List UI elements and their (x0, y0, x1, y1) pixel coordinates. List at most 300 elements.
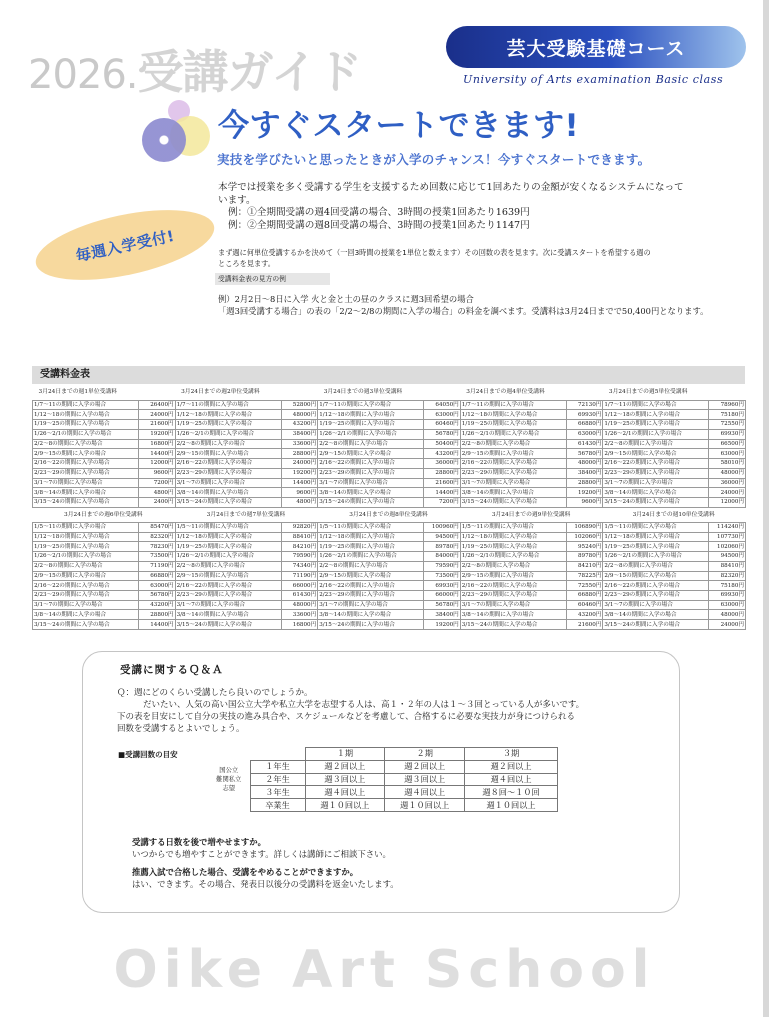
guide-cell: 週２回以上 (305, 760, 385, 773)
badge-text: 毎週入学受付! (74, 226, 177, 265)
fee-period-label: 2/9～15の期間に入学の場合 (175, 449, 281, 459)
fee-price: 89780円 (424, 542, 461, 552)
grade-cell: １年生 (250, 760, 305, 773)
fee-period-label: 1/12～18の期間に入学の場合 (175, 532, 281, 542)
fee-price: 63000円 (139, 581, 176, 591)
fee-period-label: 2/16～22の期間に入学の場合 (603, 581, 709, 591)
fee-price: 66000円 (281, 581, 318, 591)
period-header: ３期 (465, 748, 558, 761)
fee-period-label: 1/12～18の期間に入学の場合 (33, 410, 139, 420)
fee-price: 38400円 (281, 429, 318, 439)
fee-period-label: 2/23～29の期間に入学の場合 (33, 591, 139, 601)
fee-period-label: 2/2～8の期間に入学の場合 (460, 439, 566, 449)
fee-row (33, 552, 746, 562)
fee-column-title: 3月24日までの週7単位受講料 (206, 511, 286, 518)
fee-price: 92820円 (281, 522, 318, 532)
fee-price: 88410円 (281, 532, 318, 542)
fee-period-label: 3/8～14の期間に入学の場合 (460, 610, 566, 620)
fee-price: 72550円 (709, 420, 746, 430)
fee-period-label: 3/1～7の期間に入学の場合 (318, 478, 424, 488)
fee-row (33, 488, 746, 498)
fee-price: 100960円 (424, 522, 461, 532)
fee-period-label: 1/7～11の期間に入学の場合 (175, 400, 281, 410)
fee-period-label: 3/15～24の期間に入学の場合 (460, 620, 566, 630)
fee-period-label: 3/1～7の期間に入学の場合 (33, 478, 139, 488)
fee-period-label: 3/15～24の期間に入学の場合 (603, 497, 709, 507)
fee-period-label: 3/1～7の期間に入学の場合 (603, 478, 709, 488)
fee-price: 89780円 (566, 552, 603, 562)
fee-row (33, 429, 746, 439)
fee-period-label: 2/16～22の期間に入学の場合 (175, 459, 281, 469)
fee-row (33, 410, 746, 420)
answer-line: だいたい、人気の高い国公立大学や私立大学を志望する人は、高１・２年の人は１～３回とっている人が多いです。 (143, 700, 585, 710)
fee-price: 43200円 (139, 600, 176, 610)
fee-price: 50400円 (424, 439, 461, 449)
fee-price: 36000円 (709, 478, 746, 488)
fee-period-label: 2/2～8の期間に入学の場合 (603, 561, 709, 571)
fee-column-title: 3月24日までの週4単位受講料 (466, 389, 545, 396)
fee-price: 9600円 (139, 468, 176, 478)
fee-column-title: 3月24日までの週9単位受講料 (491, 511, 571, 518)
fee-period-label: 1/26～2/1の期間に入学の場合 (460, 552, 566, 562)
fee-period-label: 3/15～24の期間に入学の場合 (175, 620, 281, 630)
fee-period-label: 2/23～29の期間に入学の場合 (603, 591, 709, 601)
guide-cell: 週１０回以上 (385, 799, 465, 812)
grade-cell: ３年生 (250, 786, 305, 799)
fee-price: 19200円 (566, 488, 603, 498)
fee-price: 63000円 (566, 429, 603, 439)
fee-price: 107730円 (709, 532, 746, 542)
fee-period-label: 2/23～29の期間に入学の場合 (460, 468, 566, 478)
fee-price: 52800円 (281, 400, 318, 410)
fee-period-label: 3/1～7の期間に入学の場合 (460, 600, 566, 610)
fee-price: 56780円 (566, 449, 603, 459)
fee-period-label: 2/16～22の期間に入学の場合 (603, 459, 709, 469)
fee-price: 60460円 (424, 420, 461, 430)
faq-answer: はい、できます。その場合、発表日以後分の受講料を返金いたします。 (132, 879, 399, 889)
fee-price: 26400円 (139, 400, 176, 410)
guide-row (208, 760, 558, 773)
fee-price: 78960円 (709, 400, 746, 410)
fee-price: 56780円 (424, 600, 461, 610)
fee-period-label: 2/9～15の期間に入学の場合 (318, 571, 424, 581)
fee-period-label: 1/19～25の期間に入学の場合 (175, 542, 281, 552)
fee-period-label: 2/2～8の期間に入学の場合 (318, 439, 424, 449)
fee-price: 74340円 (281, 561, 318, 571)
fee-period-label: 1/7～11の期間に入学の場合 (318, 400, 424, 410)
fee-price: 94500円 (424, 532, 461, 542)
fee-price: 102060円 (566, 532, 603, 542)
fee-period-label: 2/9～15の期間に入学の場合 (318, 449, 424, 459)
fee-period-label: 1/7～11の期間に入学の場合 (460, 400, 566, 410)
fee-example (218, 294, 738, 317)
fee-price: 66000円 (424, 591, 461, 601)
faq-answer: いつからでも増やすことができます。詳しくは講師にご相談下さい。 (132, 849, 391, 859)
fee-price: 9600円 (566, 497, 603, 507)
fee-period-label: 3/8～14の期間に入学の場合 (603, 488, 709, 498)
fee-period-label: 2/23～29の期間に入学の場合 (460, 591, 566, 601)
fee-price: 43200円 (566, 610, 603, 620)
fee-period-label: 1/12～18の期間に入学の場合 (33, 532, 139, 542)
fee-price: 7200円 (424, 497, 461, 507)
fee-period-label: 2/16～22の期間に入学の場合 (33, 459, 139, 469)
fee-period-label: 1/19～25の期間に入学の場合 (175, 420, 281, 430)
attendance-guide-table (208, 747, 558, 812)
fee-row (33, 571, 746, 581)
fee-price: 12000円 (139, 459, 176, 469)
guide-cell: 週４回以上 (465, 773, 558, 786)
fee-price: 61430円 (281, 591, 318, 601)
answer-line: 回数を受講するとよいでしょう。 (117, 724, 245, 734)
guide-cell: 週１０回以上 (465, 799, 558, 812)
fee-price: 24000円 (281, 459, 318, 469)
guide-cell: 週４回以上 (385, 786, 465, 799)
fee-table (32, 385, 746, 630)
fee-price: 48000円 (281, 600, 318, 610)
weekly-enrollment-badge (30, 197, 220, 294)
fee-price: 43200円 (424, 449, 461, 459)
fee-price: 73500円 (424, 571, 461, 581)
fee-price: 38400円 (566, 468, 603, 478)
fee-period-label: 2/23～29の期間に入学の場合 (33, 468, 139, 478)
fee-price: 71190円 (281, 571, 318, 581)
fee-price: 63000円 (424, 410, 461, 420)
fee-period-label: 1/19～25の期間に入学の場合 (603, 420, 709, 430)
fee-price: 82320円 (139, 532, 176, 542)
fee-block-header (33, 385, 746, 400)
fee-price: 24000円 (709, 488, 746, 498)
fee-price: 28800円 (424, 468, 461, 478)
intro-line: います。 (218, 194, 256, 206)
fee-column-title: 3月24日までの週2単位受講料 (181, 389, 260, 396)
fee-table-header: 受講料金表 (32, 366, 745, 384)
fee-price: 75180円 (709, 410, 746, 420)
fee-price: 28800円 (139, 610, 176, 620)
fee-period-label: 3/15～24の期間に入学の場合 (33, 497, 139, 507)
guide-row (208, 773, 558, 786)
fee-period-label: 2/9～15の期間に入学の場合 (33, 449, 139, 459)
fee-period-label: 1/26～2/1の期間に入学の場合 (175, 429, 281, 439)
example-line: 「週3回受講する場合」の表の「2/2～2/8の期間に入学の場合」の料金を調べます。受講料は3月24日までで50,400円となります。 (218, 305, 709, 316)
fee-period-label: 2/9～15の期間に入学の場合 (603, 449, 709, 459)
fee-row (33, 478, 746, 488)
fee-row (33, 497, 746, 507)
fee-price: 63000円 (709, 600, 746, 610)
fee-column-title: 3月24日までの週8単位受講料 (349, 511, 428, 518)
fee-row (33, 581, 746, 591)
fee-column-title: 3月24日までの週5単位受講料 (608, 389, 688, 396)
grade-cell: 卒業生 (250, 799, 305, 812)
faq-question: 推薦入試で合格した場合、受講をやめることができますか。 (132, 867, 359, 877)
fee-price: 4800円 (139, 488, 176, 498)
fee-price: 28800円 (566, 478, 603, 488)
fee-row (33, 591, 746, 601)
fee-period-label: 3/8～14の期間に入学の場合 (33, 610, 139, 620)
fee-price: 36000円 (424, 459, 461, 469)
fee-period-label: 1/26～2/1の期間に入学の場合 (33, 429, 139, 439)
fee-period-label: 1/19～25の期間に入学の場合 (318, 420, 424, 430)
fee-price: 79590円 (281, 552, 318, 562)
fee-period-label: 2/2～8の期間に入学の場合 (460, 561, 566, 571)
guide-cell: 週２回以上 (465, 760, 558, 773)
fee-period-label: 1/5～11の期間に入学の場合 (318, 522, 424, 532)
fee-period-label: 1/26～2/1の期間に入学の場合 (603, 552, 709, 562)
fee-row (33, 400, 746, 410)
fee-period-label: 3/8～14の期間に入学の場合 (33, 488, 139, 498)
fee-price: 69930円 (709, 591, 746, 601)
fee-period-label: 3/15～24の期間に入学の場合 (33, 620, 139, 630)
decor-flower-icon (142, 118, 186, 162)
fee-price: 64050円 (424, 400, 461, 410)
fee-price: 14400円 (424, 488, 461, 498)
fee-price: 19200円 (424, 620, 461, 630)
fee-price: 16800円 (281, 620, 318, 630)
guide-cell: 週３回以上 (305, 773, 385, 786)
note-line: ところを見ます。 (218, 258, 275, 268)
fee-period-label: 2/9～15の期間に入学の場合 (603, 571, 709, 581)
page-title (28, 36, 361, 102)
intro-text (218, 182, 728, 232)
fee-period-label: 1/26～2/1の期間に入学の場合 (318, 552, 424, 562)
fee-period-label: 2/2～8の期間に入学の場合 (175, 561, 281, 571)
fee-price: 69930円 (709, 429, 746, 439)
fee-price: 69930円 (424, 581, 461, 591)
instruction-note (218, 248, 708, 269)
fee-period-label: 2/23～29の期間に入学の場合 (603, 468, 709, 478)
guide-cell: 週３回以上 (385, 773, 465, 786)
fee-price: 43200円 (281, 420, 318, 430)
intro-line: 本学では授業を多く受講する学生を支援するため回数に応じて1回あたりの金額が安くなるシステムになって (218, 182, 684, 193)
period-header: ２期 (385, 748, 465, 761)
fee-period-label: 3/8～14の期間に入学の場合 (318, 488, 424, 498)
fee-price: 21600円 (424, 478, 461, 488)
fee-price: 66880円 (566, 420, 603, 430)
fee-price: 2400円 (139, 497, 176, 507)
fee-price: 56780円 (139, 591, 176, 601)
course-english-subtitle: University of Arts examination Basic class (463, 73, 724, 86)
fee-price: 24000円 (139, 410, 176, 420)
fee-row (33, 439, 746, 449)
fee-price: 106890円 (566, 522, 603, 532)
example-line: 例）2月2日～8日に入学 火と金と土の昼のクラスに週3回希望の場合 (218, 294, 474, 304)
fee-price: 82320円 (709, 571, 746, 581)
fee-period-label: 1/26～2/1の期間に入学の場合 (460, 429, 566, 439)
fee-period-label: 2/2～8の期間に入学の場合 (175, 439, 281, 449)
howto-label: 受講料金表の見方の例 (215, 273, 330, 285)
fee-row (33, 561, 746, 571)
fee-price: 7200円 (139, 478, 176, 488)
fee-period-label: 1/26～2/1の期間に入学の場合 (175, 552, 281, 562)
fee-period-label: 3/8～14の期間に入学の場合 (175, 610, 281, 620)
fee-price: 56780円 (424, 429, 461, 439)
qa-question-1 (117, 687, 657, 735)
fee-period-label: 3/1～7の期間に入学の場合 (33, 600, 139, 610)
fee-period-label: 1/26～2/1の期間に入学の場合 (33, 552, 139, 562)
title-text: 受講ガイド (137, 45, 362, 99)
fee-period-label: 3/8～14の期間に入学の場合 (460, 488, 566, 498)
fee-period-label: 3/1～7の期間に入学の場合 (175, 478, 281, 488)
fee-price: 84210円 (281, 542, 318, 552)
target-label: 国公立 難関私立 志望 (216, 766, 242, 792)
fee-price: 14400円 (281, 478, 318, 488)
fee-period-label: 2/9～15の期間に入学の場合 (460, 571, 566, 581)
fee-period-label: 3/8～14の期間に入学の場合 (603, 610, 709, 620)
fee-period-label: 1/5～11の期間に入学の場合 (33, 522, 139, 532)
fee-period-label: 1/19～25の期間に入学の場合 (33, 542, 139, 552)
fee-period-label: 1/12～18の期間に入学の場合 (318, 532, 424, 542)
fee-period-label: 1/12～18の期間に入学の場合 (603, 410, 709, 420)
fee-period-label: 3/15～24の期間に入学の場合 (175, 497, 281, 507)
hero-subheadline: 実技を学びたいと思ったときが入学のチャンス！今すぐスタートできます。 (217, 152, 651, 167)
fee-period-label: 2/16～22の期間に入学の場合 (460, 581, 566, 591)
fee-price: 66500円 (709, 439, 746, 449)
fee-block-header (33, 507, 746, 522)
fee-period-label: 2/16～22の期間に入学の場合 (175, 581, 281, 591)
fee-price: 72550円 (566, 581, 603, 591)
fee-period-label: 1/26～2/1の期間に入学の場合 (603, 429, 709, 439)
fee-price: 94500円 (709, 552, 746, 562)
fee-row (33, 542, 746, 552)
fee-period-label: 1/12～18の期間に入学の場合 (460, 532, 566, 542)
fee-price: 60460円 (566, 600, 603, 610)
fee-price: 85470円 (139, 522, 176, 532)
intro-example: 例：①全期間受講の週4回受講の場合、3時間の授業1回あたり1639円 (228, 207, 530, 218)
fee-period-label: 3/15～24の期間に入学の場合 (318, 620, 424, 630)
fee-row (33, 600, 746, 610)
fee-period-label: 1/7～11の期間に入学の場合 (603, 400, 709, 410)
fee-price: 9600円 (281, 488, 318, 498)
qa-title: 受講に関するＱ＆Ａ (120, 664, 224, 676)
course-name-pill: 芸大受験基礎コース (446, 26, 746, 68)
fee-price: 58010円 (709, 459, 746, 469)
fee-column-title: 3月24日までの週3単位受講料 (323, 389, 403, 396)
fee-period-label: 2/16～22の期間に入学の場合 (460, 459, 566, 469)
fee-period-label: 2/2～8の期間に入学の場合 (318, 561, 424, 571)
fee-period-label: 3/15～24の期間に入学の場合 (460, 497, 566, 507)
fee-period-label: 1/19～25の期間に入学の場合 (460, 542, 566, 552)
fee-price: 61430円 (566, 439, 603, 449)
page-edge (763, 0, 769, 1017)
fee-period-label: 2/9～15の期間に入学の場合 (33, 571, 139, 581)
fee-period-label: 2/16～22の期間に入学の場合 (33, 581, 139, 591)
guide-cell: 週１０回以上 (305, 799, 385, 812)
fee-price: 19200円 (139, 429, 176, 439)
fee-price: 88410円 (709, 561, 746, 571)
fee-price: 66880円 (139, 571, 176, 581)
answer-line: 下の表を目安にして自分の実技の進み具合や、スケジュールなどを考慮して、合格するに必要な実技力が身につけられる (117, 712, 575, 722)
fee-period-label: 3/8～14の期間に入学の場合 (318, 610, 424, 620)
fee-period-label: 3/15～24の期間に入学の場合 (318, 497, 424, 507)
fee-price: 48000円 (709, 610, 746, 620)
guide-row (208, 799, 558, 812)
fee-column-title: 3月24日までの週1単位受講料 (38, 389, 118, 396)
fee-period-label: 2/9～15の期間に入学の場合 (460, 449, 566, 459)
fee-price: 48000円 (709, 468, 746, 478)
fee-column-title: 3月24日までの週10単位受講料 (632, 511, 715, 518)
fee-period-label: 1/5～11の期間に入学の場合 (460, 522, 566, 532)
fee-period-label: 1/19～25の期間に入学の場合 (460, 420, 566, 430)
fee-price: 14400円 (139, 449, 176, 459)
fee-price: 28800円 (281, 449, 318, 459)
fee-period-label: 2/23～29の期間に入学の場合 (175, 468, 281, 478)
fee-row (33, 610, 746, 620)
fee-price: 102060円 (709, 542, 746, 552)
guide-row (208, 786, 558, 799)
fee-period-label: 1/5～11の期間に入学の場合 (603, 522, 709, 532)
fee-period-label: 3/15～24の期間に入学の場合 (603, 620, 709, 630)
fee-row (33, 468, 746, 478)
guide-cell: 週４回以上 (305, 786, 385, 799)
fee-row (33, 532, 746, 542)
fee-price: 16800円 (139, 439, 176, 449)
fee-price: 75180円 (709, 581, 746, 591)
fee-price: 95240円 (566, 542, 603, 552)
fee-period-label: 3/1～7の期間に入学の場合 (460, 478, 566, 488)
fee-price: 78225円 (566, 571, 603, 581)
question-text: Ｑ：週にどのくらい受講したら良いのでしょうか。 (117, 688, 313, 698)
fee-period-label: 2/23～29の期間に入学の場合 (318, 468, 424, 478)
fee-period-label: 1/12～18の期間に入学の場合 (460, 410, 566, 420)
fee-period-label: 1/5～11の期間に入学の場合 (175, 522, 281, 532)
fee-row (33, 459, 746, 469)
title-year: 2026. (28, 52, 138, 98)
fee-period-label: 1/7～11の期間に入学の場合 (33, 400, 139, 410)
fee-period-label: 1/12～18の期間に入学の場合 (175, 410, 281, 420)
fee-period-label: 3/1～7の期間に入学の場合 (175, 600, 281, 610)
fee-period-label: 1/19～25の期間に入学の場合 (33, 420, 139, 430)
fee-row (33, 522, 746, 532)
fee-column-title: 3月24日までの週6単位受講料 (64, 511, 143, 518)
fee-row (33, 449, 746, 459)
fee-period-label: 3/1～7の期間に入学の場合 (318, 600, 424, 610)
fee-row (33, 420, 746, 430)
fee-price: 12000円 (709, 497, 746, 507)
fee-price: 79590円 (424, 561, 461, 571)
fee-row (33, 620, 746, 630)
fee-price: 21600円 (566, 620, 603, 630)
guide-cell: 週８回～１０回 (465, 786, 558, 799)
fee-period-label: 1/19～25の期間に入学の場合 (603, 542, 709, 552)
fee-period-label: 1/12～18の期間に入学の場合 (603, 532, 709, 542)
fee-price: 84000円 (424, 552, 461, 562)
fee-price: 24000円 (709, 620, 746, 630)
fee-price: 69930円 (566, 410, 603, 420)
fee-price: 4800円 (281, 497, 318, 507)
fee-period-label: 3/8～14の期間に入学の場合 (175, 488, 281, 498)
fee-price: 38400円 (424, 610, 461, 620)
fee-price: 72130円 (566, 400, 603, 410)
fee-price: 19200円 (281, 468, 318, 478)
fee-period-label: 2/16～22の期間に入学の場合 (318, 581, 424, 591)
fee-period-label: 2/16～22の期間に入学の場合 (318, 459, 424, 469)
fee-price: 114240円 (709, 522, 746, 532)
fee-period-label: 1/26～2/1の期間に入学の場合 (318, 429, 424, 439)
grade-cell: ２年生 (250, 773, 305, 786)
period-header: １期 (305, 748, 385, 761)
faq-item (132, 866, 652, 890)
fee-period-label: 2/2～8の期間に入学の場合 (33, 439, 139, 449)
fee-price: 33600円 (281, 439, 318, 449)
fee-price: 73500円 (139, 552, 176, 562)
faq-item (132, 836, 652, 860)
fee-price: 33600円 (281, 610, 318, 620)
fee-price: 14400円 (139, 620, 176, 630)
fee-price: 66880円 (566, 591, 603, 601)
school-name-footer: Oike Art School (113, 940, 656, 1000)
note-line: まず週に何単位受講するかを決めて（一回3時間の授業を1単位と数えます）その回数の表を見ます。次に受講スタートを希望する週の (218, 248, 651, 257)
fee-period-label: 1/19～25の期間に入学の場合 (318, 542, 424, 552)
fee-period-label: 2/23～29の期間に入学の場合 (318, 591, 424, 601)
